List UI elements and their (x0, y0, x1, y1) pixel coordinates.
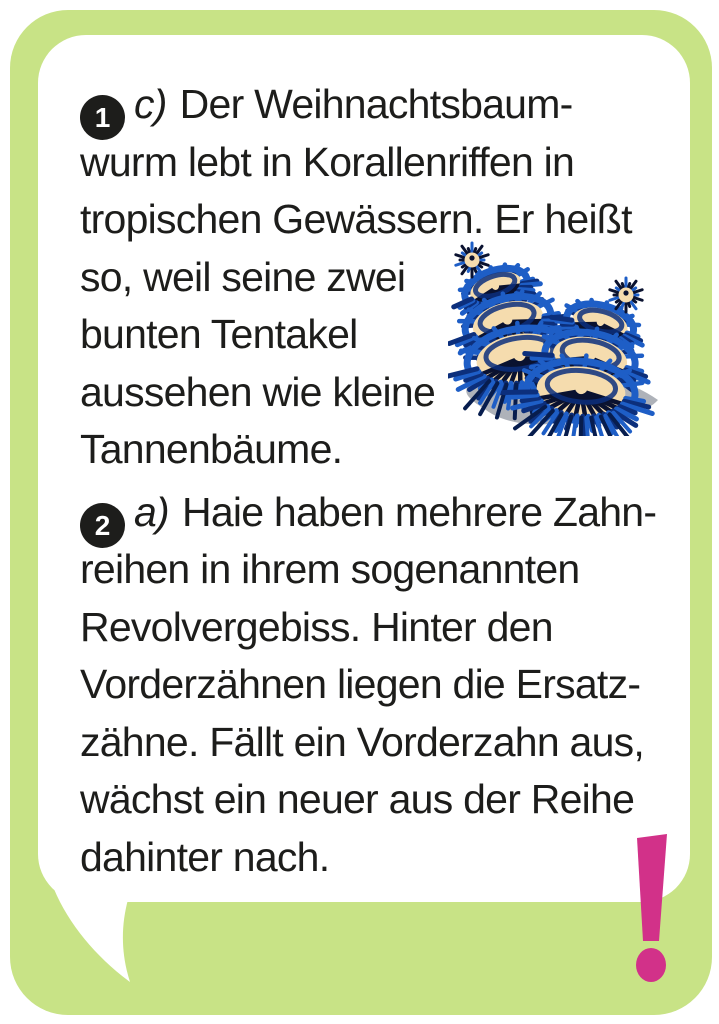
answer-text: Haie haben mehrere Zahn- (181, 488, 657, 535)
answer-line: Revolvergebiss. Hinter den (80, 603, 553, 650)
answer-letter: c) (134, 81, 167, 127)
answer-item-1 (80, 76, 686, 479)
answer-item-2 (80, 484, 686, 887)
answer-line: Tannenbäume. (80, 426, 343, 472)
exclamation-mark-icon (628, 832, 678, 988)
answer-line: aussehen wie kleine (80, 368, 435, 415)
answer-line: tropischen Gewässern. Er heißt (80, 196, 632, 242)
answer-line (80, 76, 686, 134)
answer-text: Der Weihnachtsbaum- (179, 81, 573, 127)
answer-line: dahinter nach. (80, 833, 330, 880)
answer-line: wurm lebt in Korallenriffen in (80, 138, 575, 185)
answer-number: 2 (94, 509, 111, 541)
answer-line: bunten Tentakel (80, 311, 358, 357)
answer-line: zähne. Fällt ein Vorderzahn aus, (80, 718, 645, 765)
answer-line: reihen in ihrem sogenannten (80, 546, 580, 592)
answer-line: so, weil seine zwei (80, 253, 406, 300)
answer-letter: a) (134, 488, 169, 535)
card-text-content (80, 76, 686, 886)
answer-number: 1 (94, 102, 111, 133)
speech-bubble-tail (40, 868, 150, 990)
answer-line: wächst ein neuer aus der Reihe (80, 776, 635, 822)
answer-line (80, 484, 686, 542)
answer-line: Vorderzähnen liegen die Ersatz- (80, 661, 641, 707)
